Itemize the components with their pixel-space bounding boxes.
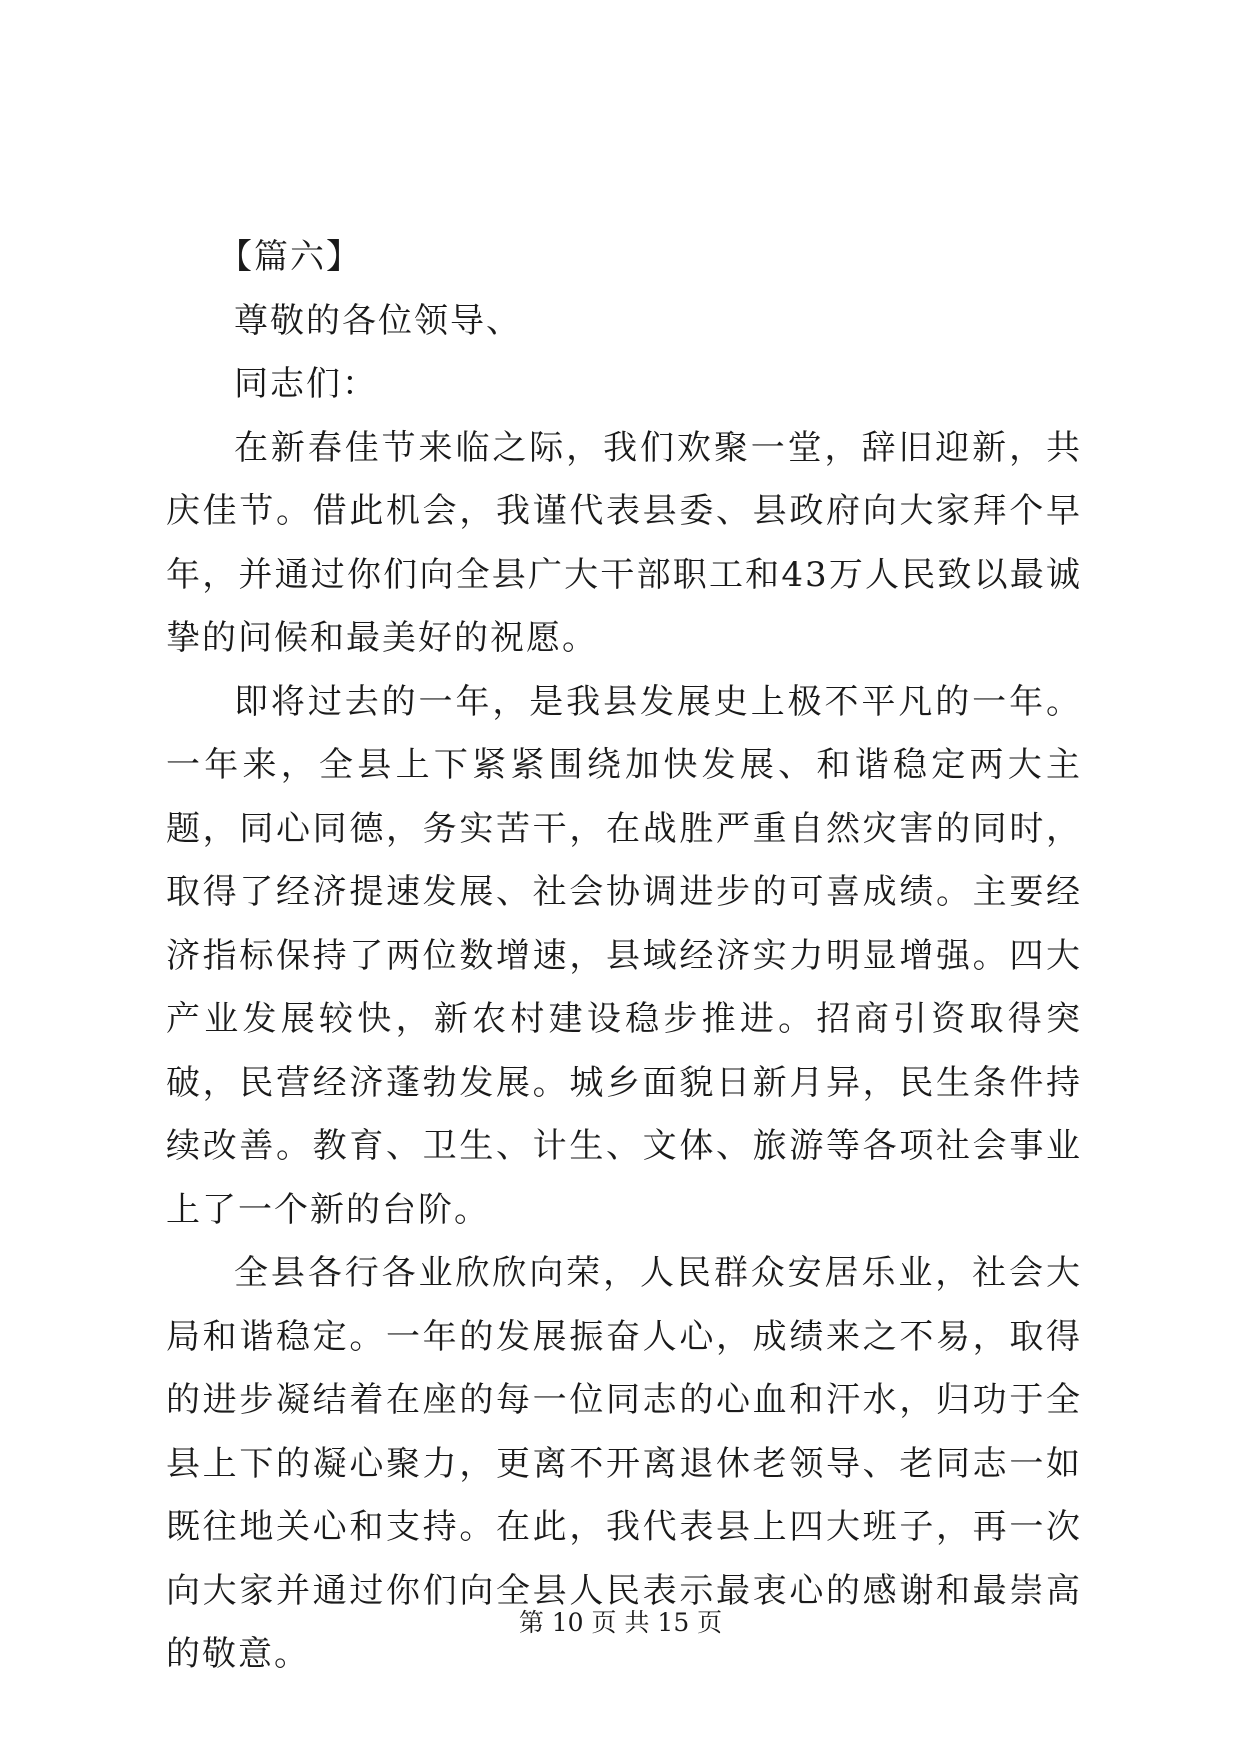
paragraph-3: 全县各行各业欣欣向荣，人民群众安居乐业，社会大局和谐稳定。一年的发展振奋人心，成绩来之不易，取得的进步凝结着在座的每一位同志的心血和汗水，归功于全县上下的凝心聚力，更离不开离退休老领导、老同志一如既往地关心和支持。在此，我代表县上四大班子，再一次向大家并通过你们向全县人民表示最衷心的感谢和最崇高的敬意。 [166,1253,1082,1674]
section-heading: 【篇六】 [218,237,362,277]
document-body [166,226,1082,1687]
page-footer: 第 10 页 共 15 页 [518,1608,723,1637]
salutation-line-1: 尊敬的各位领导、 [234,300,522,341]
salutation-line-2: 同志们： [234,364,378,404]
paragraph-2: 即将过去的一年，是我县发展史上极不平凡的一年。一年来，全县上下紧紧围绕加快发展、和谐稳定两大主题，同心同德，务实苦干，在战胜严重自然灾害的同时，取得了经济提速发展、社会协调进步的可喜成绩。主要经济指标保持了两位数增速，县域经济实力明显增强。四大产业发展较快，新农村建设稳步推进。招商引资取得突破，民营经济蓬勃发展。城乡面貌日新月异，民生条件持续改善。教育、卫生、计生、文体、旅游等各项社会事业上了一个新的台阶。 [166,681,1082,1230]
paragraph-1: 在新春佳节来临之际，我们欢聚一堂，辞旧迎新，共庆佳节。借此机会，我谨代表县委、县政府向大家拜个早年，并通过你们向全县广大干部职工和43万人民致以最诚挚的问候和最美好的祝愿。 [166,427,1082,658]
